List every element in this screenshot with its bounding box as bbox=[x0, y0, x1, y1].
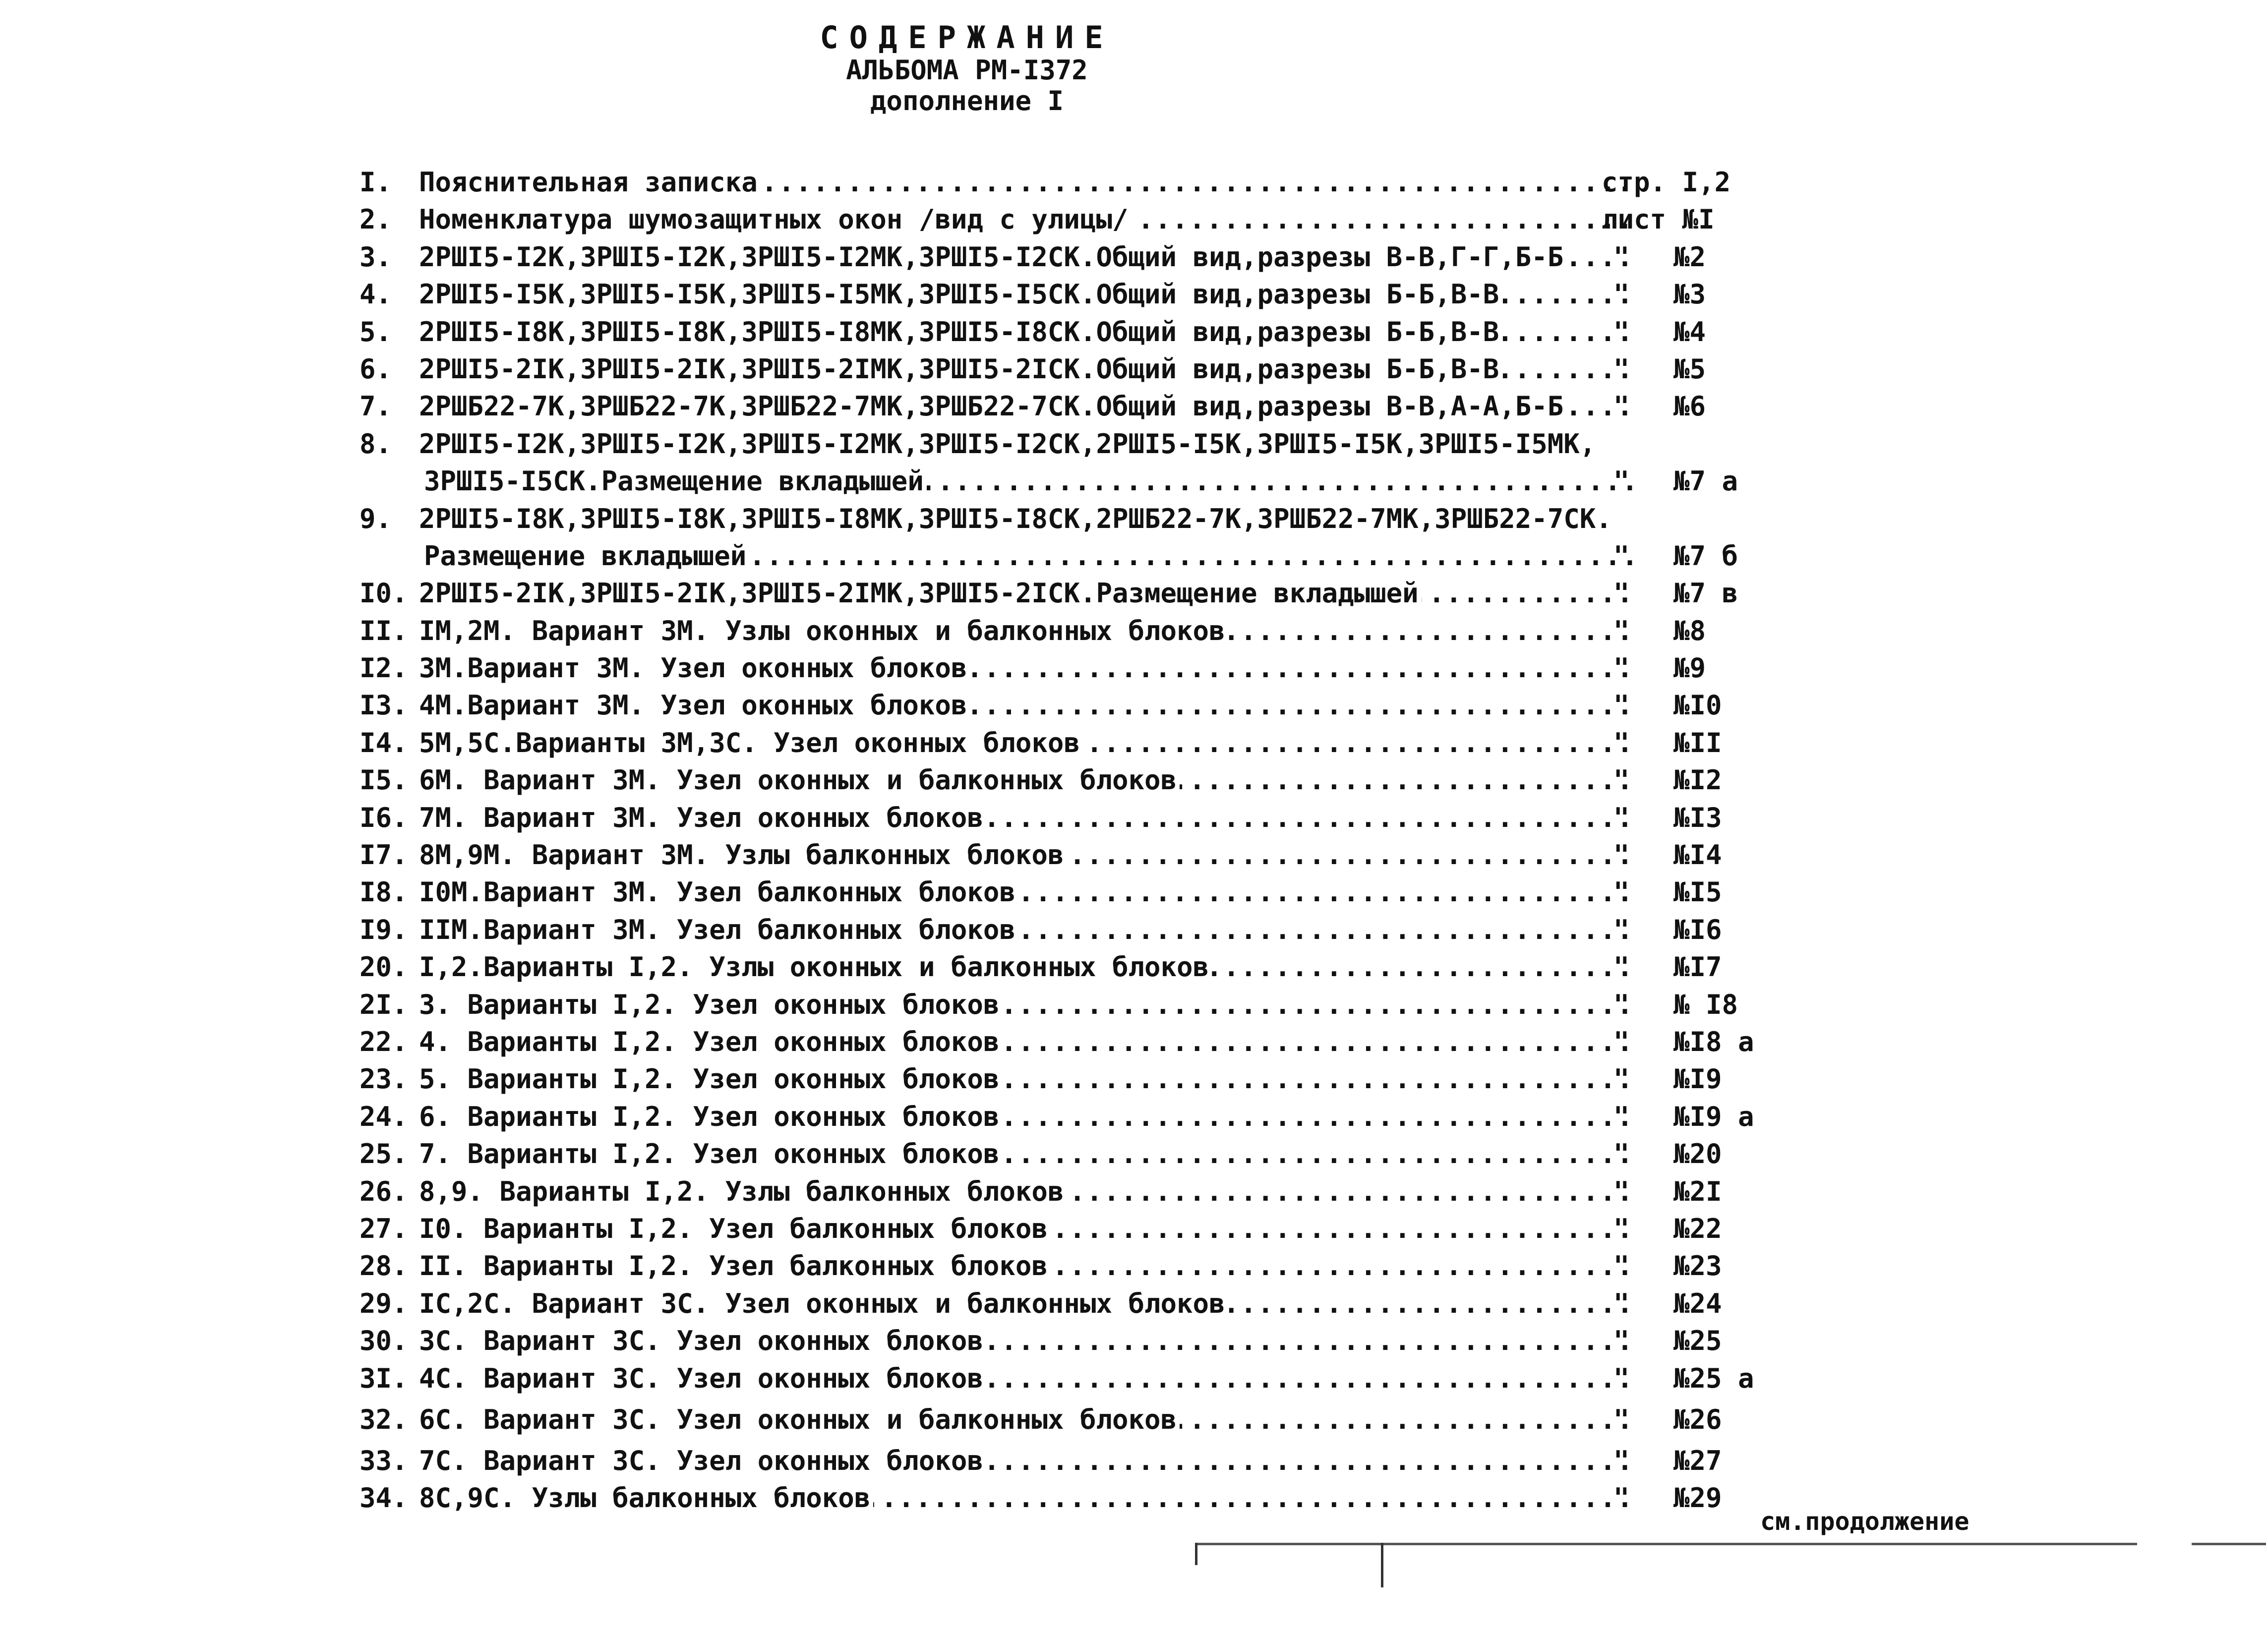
entry-title bbox=[419, 911, 1634, 948]
toc-entry bbox=[359, 164, 1797, 201]
entry-title-text: 4М.Вариант 3М. Узел оконных блоков bbox=[419, 690, 970, 721]
entry-title bbox=[424, 537, 1634, 575]
entry-title bbox=[419, 986, 1634, 1023]
entry-title-text: II. Варианты I,2. Узел балконных блоков bbox=[419, 1250, 1051, 1282]
stamp-frame-line bbox=[1381, 1543, 1383, 1587]
toc-entry bbox=[359, 986, 1797, 1023]
toc-entry bbox=[359, 1401, 1797, 1442]
entry-title bbox=[419, 687, 1634, 724]
continued-note: см.продолжение bbox=[1760, 1507, 1970, 1536]
entry-sheet-number: №I7 bbox=[1673, 951, 1722, 983]
toc-entry bbox=[359, 948, 1797, 986]
toc-entry bbox=[359, 911, 1797, 948]
entry-title-text: 2РШI5-2IК,3РШI5-2IК,3РШI5-2IМК,3РШI5-2IСК.Размещение вкладышей bbox=[419, 578, 1422, 609]
entry-number: 25. bbox=[359, 1138, 408, 1170]
entry-title bbox=[419, 948, 1634, 986]
entry-title-text: 7С. Вариант 3С. Узел оконных блоков bbox=[419, 1445, 986, 1476]
entry-title bbox=[419, 724, 1634, 761]
entry-title bbox=[419, 1023, 1634, 1060]
entry-page-ref: лист №I bbox=[1602, 204, 1715, 235]
entry-number: 28. bbox=[359, 1250, 408, 1282]
ditto-mark: " bbox=[1613, 1175, 1630, 1207]
entry-sheet-number: №20 bbox=[1673, 1138, 1722, 1170]
toc-entry bbox=[359, 724, 1797, 761]
entry-title-text: 2РШI5-I8К,3РШI5-I8К,3РШI5-I8МК,3РШI5-I8СК.Общий вид,разрезы Б-Б,В-В bbox=[419, 316, 1502, 348]
entry-number: 23. bbox=[359, 1063, 408, 1095]
entry-title bbox=[419, 1210, 1634, 1247]
entry-sheet-number: №I4 bbox=[1673, 839, 1722, 871]
entry-sheet-number: №5 bbox=[1673, 353, 1706, 385]
entry-title-text: I0. Варианты I,2. Узел балконных блоков bbox=[419, 1213, 1051, 1244]
entry-title-text: 6. Варианты I,2. Узел оконных блоков bbox=[419, 1101, 1002, 1132]
entry-number: II. bbox=[359, 615, 408, 646]
ditto-mark: " bbox=[1613, 615, 1630, 646]
entry-sheet-number: №29 bbox=[1673, 1482, 1722, 1514]
entry-sheet-number: №23 bbox=[1673, 1250, 1722, 1282]
entry-sheet-number: №II bbox=[1673, 727, 1722, 758]
toc-entry bbox=[359, 836, 1797, 874]
toc-entry bbox=[359, 276, 1797, 313]
entry-number: 3. bbox=[359, 241, 392, 273]
ditto-mark: " bbox=[1613, 540, 1630, 572]
entry-number: I9. bbox=[359, 914, 408, 945]
toc-entry bbox=[359, 799, 1797, 836]
entry-sheet-number: №I9 bbox=[1673, 1063, 1722, 1095]
entry-number: I4. bbox=[359, 727, 408, 758]
entry-sheet-number: №I0 bbox=[1673, 690, 1722, 721]
toc-entry bbox=[359, 350, 1797, 388]
entry-sheet-number: №27 bbox=[1673, 1445, 1722, 1476]
entry-number: I. bbox=[359, 167, 392, 198]
entry-number: 24. bbox=[359, 1101, 408, 1132]
supplement-title: дополнение I bbox=[870, 85, 1064, 117]
entry-sheet-number: №2I bbox=[1673, 1175, 1722, 1207]
entry-title bbox=[419, 201, 1634, 238]
entry-title-text: 2РШI5-I2К,3РШI5-I2К,3РШI5-I2МК,3РШI5-I2СК.Общий вид,разрезы В-В,Г-Г,Б-Б bbox=[419, 241, 1566, 273]
entry-sheet-number: №24 bbox=[1673, 1287, 1722, 1319]
entry-number: I5. bbox=[359, 764, 408, 796]
entry-sheet-number: №26 bbox=[1673, 1403, 1722, 1435]
entry-number: 5. bbox=[359, 316, 392, 348]
entry-title bbox=[419, 425, 1797, 463]
toc-entry bbox=[359, 1322, 1797, 1359]
entry-title bbox=[419, 1135, 1634, 1172]
entry-title-text: 7. Варианты I,2. Узел оконных блоков bbox=[419, 1138, 1002, 1169]
entry-title-text: 2РШI5-I5К,3РШI5-I5К,3РШI5-I5МК,3РШI5-I5СК.Общий вид,разрезы Б-Б,В-В bbox=[419, 279, 1502, 310]
toc-entry bbox=[359, 463, 1797, 500]
entry-title bbox=[419, 388, 1634, 425]
entry-number: 34. bbox=[359, 1482, 408, 1514]
ditto-mark: " bbox=[1613, 316, 1630, 348]
entry-sheet-number: №25 bbox=[1673, 1325, 1722, 1357]
ditto-mark: " bbox=[1613, 876, 1630, 908]
entry-title-text: 3РШI5-I5СК.Размещение вкладышей bbox=[424, 466, 927, 497]
entry-number: 32. bbox=[359, 1403, 408, 1435]
toc-entry bbox=[359, 1060, 1797, 1098]
document-title: СОДЕРЖАНИЕ bbox=[820, 19, 1114, 56]
ditto-mark: " bbox=[1613, 1101, 1630, 1132]
ditto-mark: " bbox=[1613, 914, 1630, 945]
entry-title-text: 6М. Вариант 3М. Узел оконных и балконных блоков bbox=[419, 764, 1180, 796]
entry-title-text: 8С,9С. Узлы балконных блоков bbox=[419, 1482, 873, 1514]
entry-number: I8. bbox=[359, 876, 408, 908]
entry-number: 29. bbox=[359, 1287, 408, 1319]
toc-entry bbox=[359, 201, 1797, 238]
ditto-mark: " bbox=[1613, 652, 1630, 684]
entry-number: I2. bbox=[359, 652, 408, 684]
entry-title-text: 7М. Вариант 3М. Узел оконных блоков bbox=[419, 802, 986, 833]
entry-title-text: Номенклатура шумозащитных окон /вид с улицы/ bbox=[419, 204, 1131, 235]
toc-entry bbox=[359, 500, 1797, 537]
entry-title-text: 6С. Вариант 3С. Узел оконных и балконных блоков bbox=[419, 1404, 1180, 1435]
entry-title bbox=[419, 1173, 1634, 1210]
ditto-mark: " bbox=[1613, 1445, 1630, 1476]
toc-entry bbox=[359, 874, 1797, 911]
entry-sheet-number: №9 bbox=[1673, 652, 1706, 684]
entry-title bbox=[419, 1442, 1634, 1479]
table-of-contents bbox=[359, 164, 1797, 1516]
entry-title-text: IIМ.Вариант 3М. Узел балконных блоков bbox=[419, 914, 1018, 945]
entry-number: 20. bbox=[359, 951, 408, 983]
toc-entry bbox=[359, 1135, 1797, 1172]
entry-title bbox=[419, 313, 1634, 350]
ditto-mark: " bbox=[1613, 1403, 1630, 1435]
toc-entry bbox=[359, 1285, 1797, 1322]
entry-sheet-number: №4 bbox=[1673, 316, 1706, 348]
entry-number: I7. bbox=[359, 839, 408, 871]
ditto-mark: " bbox=[1613, 1026, 1630, 1057]
entry-sheet-number: №I8 а bbox=[1673, 1026, 1754, 1057]
stamp-frame-line bbox=[1195, 1543, 1197, 1565]
document-header bbox=[793, 20, 1140, 117]
entry-number: 30. bbox=[359, 1325, 408, 1357]
entry-title bbox=[419, 164, 1634, 201]
entry-sheet-number: №22 bbox=[1673, 1213, 1722, 1244]
ditto-mark: " bbox=[1613, 1482, 1630, 1514]
entry-title-text: I0М.Вариант 3М. Узел балконных блоков bbox=[419, 876, 1018, 908]
entry-title-text: 2РШБ22-7К,3РШБ22-7К,3РШБ22-7МК,3РШБ22-7СК.Общий вид,разрезы В-В,А-А,Б-Б bbox=[419, 391, 1566, 422]
entry-title bbox=[419, 1360, 1634, 1397]
entry-title-text: Размещение вкладышей bbox=[424, 540, 749, 572]
entry-title bbox=[419, 761, 1634, 799]
entry-sheet-number: №7 б bbox=[1673, 540, 1738, 572]
entry-title-text: 3М.Вариант 3М. Узел оконных блоков bbox=[419, 652, 970, 684]
entry-title bbox=[419, 1479, 1634, 1516]
entry-title bbox=[419, 874, 1634, 911]
entry-title bbox=[419, 238, 1634, 276]
entry-title bbox=[419, 1098, 1634, 1135]
entry-sheet-number: №25 а bbox=[1673, 1362, 1754, 1394]
toc-entry bbox=[359, 537, 1797, 575]
entry-title bbox=[419, 1060, 1634, 1098]
ditto-mark: " bbox=[1613, 578, 1630, 609]
entry-sheet-number: №I6 bbox=[1673, 914, 1722, 945]
entry-title bbox=[419, 276, 1634, 313]
toc-entry bbox=[359, 575, 1797, 612]
entry-title-text: 8,9. Варианты I,2. Узлы балконных блоков bbox=[419, 1176, 1067, 1207]
ditto-mark: " bbox=[1613, 1250, 1630, 1282]
ditto-mark: " bbox=[1613, 989, 1630, 1020]
ditto-mark: " bbox=[1613, 279, 1630, 310]
entry-title bbox=[419, 500, 1797, 537]
entry-sheet-number: №7 в bbox=[1673, 578, 1738, 609]
entry-title-text: 5М,5С.Варианты 3М,3С. Узел оконных блоков bbox=[419, 727, 1083, 758]
toc-entry bbox=[359, 313, 1797, 350]
entry-title bbox=[419, 612, 1634, 649]
entry-number: I6. bbox=[359, 802, 408, 833]
entry-title bbox=[419, 575, 1634, 612]
toc-entry bbox=[359, 1023, 1797, 1060]
entry-number: 7. bbox=[359, 391, 392, 422]
entry-sheet-number: №8 bbox=[1673, 615, 1706, 646]
entry-sheet-number: №6 bbox=[1673, 391, 1706, 422]
ditto-mark: " bbox=[1613, 727, 1630, 758]
toc-entry bbox=[359, 761, 1797, 799]
album-title: АЛЬБОМА РМ-I372 bbox=[846, 55, 1088, 86]
entry-title bbox=[419, 1322, 1634, 1359]
entry-title-text: 2РШI5-2IК,3РШI5-2IК,3РШI5-2IМК,3РШI5-2IСК.Общий вид,разрезы Б-Б,В-В bbox=[419, 353, 1502, 385]
entry-title bbox=[419, 836, 1634, 874]
ditto-mark: " bbox=[1613, 802, 1630, 833]
ditto-mark: " bbox=[1613, 951, 1630, 983]
toc-entry bbox=[359, 1210, 1797, 1247]
entry-title bbox=[419, 649, 1634, 687]
entry-number: 2I. bbox=[359, 989, 408, 1020]
entry-number: 33. bbox=[359, 1445, 408, 1476]
ditto-mark: " bbox=[1613, 466, 1630, 497]
entry-sheet-number: № I8 bbox=[1673, 989, 1738, 1020]
entry-title-text: IМ,2М. Вариант 3М. Узлы оконных и балконных блоков bbox=[419, 615, 1228, 646]
entry-title-text: 8М,9М. Вариант 3М. Узлы балконных блоков bbox=[419, 839, 1067, 871]
entry-title-text: Пояснительная записка bbox=[419, 167, 761, 198]
entry-sheet-number: №2 bbox=[1673, 241, 1706, 273]
entry-page-ref: стр. I,2 bbox=[1602, 167, 1731, 198]
toc-entry bbox=[359, 612, 1797, 649]
toc-entry bbox=[359, 238, 1797, 276]
entry-sheet-number: №I9 а bbox=[1673, 1101, 1754, 1132]
entry-sheet-number: №I5 bbox=[1673, 876, 1722, 908]
stamp-frame-line bbox=[2192, 1543, 2266, 1545]
toc-entry bbox=[359, 649, 1797, 687]
entry-title bbox=[419, 1401, 1634, 1438]
entry-number: 3I. bbox=[359, 1362, 408, 1394]
ditto-mark: " bbox=[1613, 839, 1630, 871]
ditto-mark: " bbox=[1613, 764, 1630, 796]
ditto-mark: " bbox=[1613, 1287, 1630, 1319]
entry-title bbox=[419, 1247, 1634, 1284]
entry-title bbox=[419, 799, 1634, 836]
entry-title bbox=[424, 463, 1634, 500]
ditto-mark: " bbox=[1613, 1325, 1630, 1357]
entry-title-text: 5. Варианты I,2. Узел оконных блоков bbox=[419, 1063, 1002, 1095]
entry-number: 8. bbox=[359, 428, 392, 460]
entry-title-text: 3. Варианты I,2. Узел оконных блоков bbox=[419, 989, 1002, 1020]
entry-title bbox=[419, 1285, 1634, 1322]
entry-title-text: 4. Варианты I,2. Узел оконных блоков bbox=[419, 1026, 1002, 1057]
toc-entry bbox=[359, 388, 1797, 425]
toc-entry bbox=[359, 425, 1797, 463]
entry-number: 26. bbox=[359, 1175, 408, 1207]
entry-number: 4. bbox=[359, 279, 392, 310]
entry-number: 2. bbox=[359, 204, 392, 235]
ditto-mark: " bbox=[1613, 1362, 1630, 1394]
entry-number: I3. bbox=[359, 690, 408, 721]
toc-entry bbox=[359, 1098, 1797, 1135]
toc-entry bbox=[359, 1442, 1797, 1479]
entry-title bbox=[419, 350, 1634, 388]
entry-title-text: 3С. Вариант 3С. Узел оконных блоков bbox=[419, 1325, 986, 1356]
ditto-mark: " bbox=[1613, 353, 1630, 385]
toc-entry bbox=[359, 1479, 1797, 1516]
entry-sheet-number: №I3 bbox=[1673, 802, 1722, 833]
ditto-mark: " bbox=[1613, 1063, 1630, 1095]
ditto-mark: " bbox=[1613, 690, 1630, 721]
ditto-mark: " bbox=[1613, 1213, 1630, 1244]
toc-entry bbox=[359, 1360, 1797, 1401]
entry-number: 9. bbox=[359, 503, 392, 534]
entry-title-text: 2РШI5-I8К,3РШI5-I8К,3РШI5-I8МК,3РШI5-I8СК,2РШБ22-7К,3РШБ22-7МК,3РШБ22-7СК. bbox=[419, 503, 1615, 534]
entry-number: 22. bbox=[359, 1026, 408, 1057]
toc-entry bbox=[359, 1247, 1797, 1284]
entry-sheet-number: №I2 bbox=[1673, 764, 1722, 796]
ditto-mark: " bbox=[1613, 391, 1630, 422]
toc-entry bbox=[359, 687, 1797, 724]
entry-number: 6. bbox=[359, 353, 392, 385]
entry-title-text: I,2.Варианты I,2. Узлы оконных и балконных блоков bbox=[419, 951, 1212, 983]
entry-title-text: IС,2С. Вариант 3С. Узел оконных и балконных блоков bbox=[419, 1288, 1228, 1319]
entry-title-text: 2РШI5-I2К,3РШI5-I2К,3РШI5-I2МК,3РШI5-I2СК,2РШI5-I5К,3РШI5-I5К,3РШI5-I5МК, bbox=[419, 428, 1599, 460]
entry-title-text: 4С. Вариант 3С. Узел оконных блоков bbox=[419, 1363, 986, 1394]
entry-number: I0. bbox=[359, 578, 408, 609]
ditto-mark: " bbox=[1613, 241, 1630, 273]
entry-number: 27. bbox=[359, 1213, 408, 1244]
stamp-frame-line bbox=[1195, 1543, 2137, 1545]
entry-sheet-number: №7 а bbox=[1673, 466, 1738, 497]
toc-entry bbox=[359, 1173, 1797, 1210]
ditto-mark: " bbox=[1613, 1138, 1630, 1170]
entry-sheet-number: №3 bbox=[1673, 279, 1706, 310]
